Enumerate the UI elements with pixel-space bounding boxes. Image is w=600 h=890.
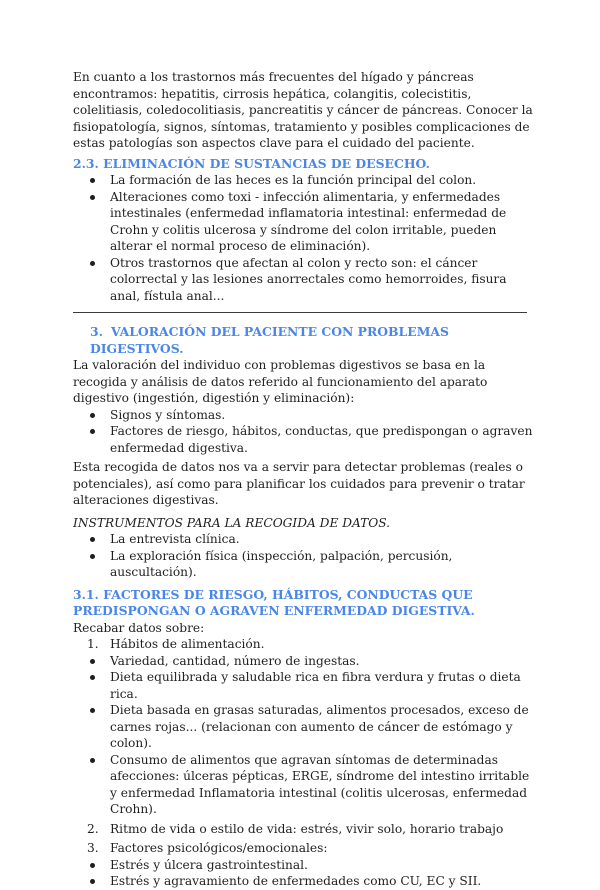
- list-item: Otros trastornos que afectan al colon y recto son: el cáncer colorrectal y las lesiones anorrectales como hemorroides, fisura anal, fístula anal...: [73, 255, 533, 305]
- list-item: La exploración física (inspección, palpación, percusión, auscultación).: [73, 548, 533, 581]
- numbered-marker: 3.: [87, 841, 99, 855]
- list-item: Signos y síntomas.: [73, 407, 533, 424]
- list-item: Dieta equilibrada y saludable rica en fibra verdura y frutas o dieta rica.: [73, 669, 533, 702]
- list-item: Estrés y úlcera gastrointestinal.: [73, 857, 533, 874]
- list-item: Variedad, cantidad, número de ingestas.: [73, 653, 533, 670]
- horizontal-rule: [73, 306, 527, 313]
- section-3-1-lead: Recabar datos sobre:: [73, 620, 205, 635]
- factors-numbered-list-cont: [73, 821, 533, 857]
- numbered-item-text: Ritmo de vida o estilo de vida: estrés, vivir solo, horario trabajo: [110, 821, 504, 836]
- section-3-paragraph-1: La valoración del individuo con problemas digestivos se basa en la recogida y análisis de datos referido al funcionamiento del aparato digestivo (ingestión, digestión y eliminación):: [73, 358, 488, 405]
- section-3-paragraph-2: Esta recogida de datos nos va a servir para detectar problemas (reales o potenciales), así como para planificar los cuidados para prevenir o tratar alteraciones digestivas.: [73, 460, 525, 507]
- numbered-marker: 2.: [87, 821, 99, 836]
- instruments-bullet-list: [73, 531, 533, 581]
- numbered-item-3: [73, 840, 533, 857]
- section-3-number: 3.: [90, 324, 103, 339]
- section-3-title: VALORACIÓN DEL PACIENTE CON PROBLEMAS DIGESTIVOS.: [90, 324, 449, 356]
- feeding-bullet-list: [73, 653, 533, 818]
- numbered-marker: 1.: [87, 637, 99, 651]
- document-page: [73, 69, 533, 890]
- list-item: Alteraciones como toxi - infección alimentaria, y enfermedades intestinales (enfermedad inflamatoria intestinal: enfermedad de Crohn y colitis ulcerosa y síndrome del colon irritable, pueden alterar el normal proceso de eliminación).: [73, 189, 533, 255]
- list-item: Consumo de alimentos que agravan síntomas de determinadas afecciones: úlceras pépticas, ERGE, síndrome del intestino irritable y enfermedad Inflamatoria intestinal (colitis ulcerosas, enfermedad Crohn).: [73, 752, 533, 818]
- section-2-3-heading: 2.3. ELIMINACIÓN DE SUSTANCIAS DE DESECHO.: [73, 155, 430, 171]
- numbered-item-1: [73, 636, 533, 653]
- list-item: La entrevista clínica.: [73, 531, 533, 548]
- list-item: La formación de las heces es la función principal del colon.: [73, 172, 533, 189]
- section-3-heading: [73, 324, 533, 357]
- numbered-item-2: [73, 821, 533, 838]
- list-item: Factores de riesgo, hábitos, conductas, que predispongan o agraven enfermedad digestiva.: [73, 423, 533, 456]
- list-item: Estrés y agravamiento de enfermedades como CU, EC y SII.: [73, 873, 533, 890]
- intro-paragraph: En cuanto a los trastornos más frecuentes del hígado y páncreas encontramos: hepatitis, cirrosis hepática, colangitis, colecistitis, colelitiasis, coledocolitiasis, pancreatitis y cáncer de páncreas. Conocer la fisiopatología, signos, síntomas, tratamiento y posibles complicaciones de estas patologías son aspectos clave para el cuidado del paciente.: [73, 70, 533, 150]
- section-3-1-heading: 3.1. FACTORES DE RIESGO, HÁBITOS, CONDUCTAS QUE PREDISPONGAN O AGRAVEN ENFERMEDAD DIGESTIVA.: [73, 586, 475, 618]
- instruments-heading: INSTRUMENTOS PARA LA RECOGIDA DE DATOS.: [73, 515, 391, 530]
- numbered-item-text: Factores psicológicos/emocionales:: [110, 841, 328, 855]
- list-item: Dieta basada en grasas saturadas, alimentos procesados, exceso de carnes rojas... (relacionan con aumento de cáncer de estómago y colon).: [73, 702, 533, 752]
- section-2-3-bullet-list: [73, 172, 533, 304]
- section-3-bullet-list: [73, 407, 533, 457]
- numbered-item-text: Hábitos de alimentación.: [110, 637, 265, 651]
- factors-numbered-list: [73, 636, 533, 653]
- emotional-bullet-list: [73, 857, 533, 890]
